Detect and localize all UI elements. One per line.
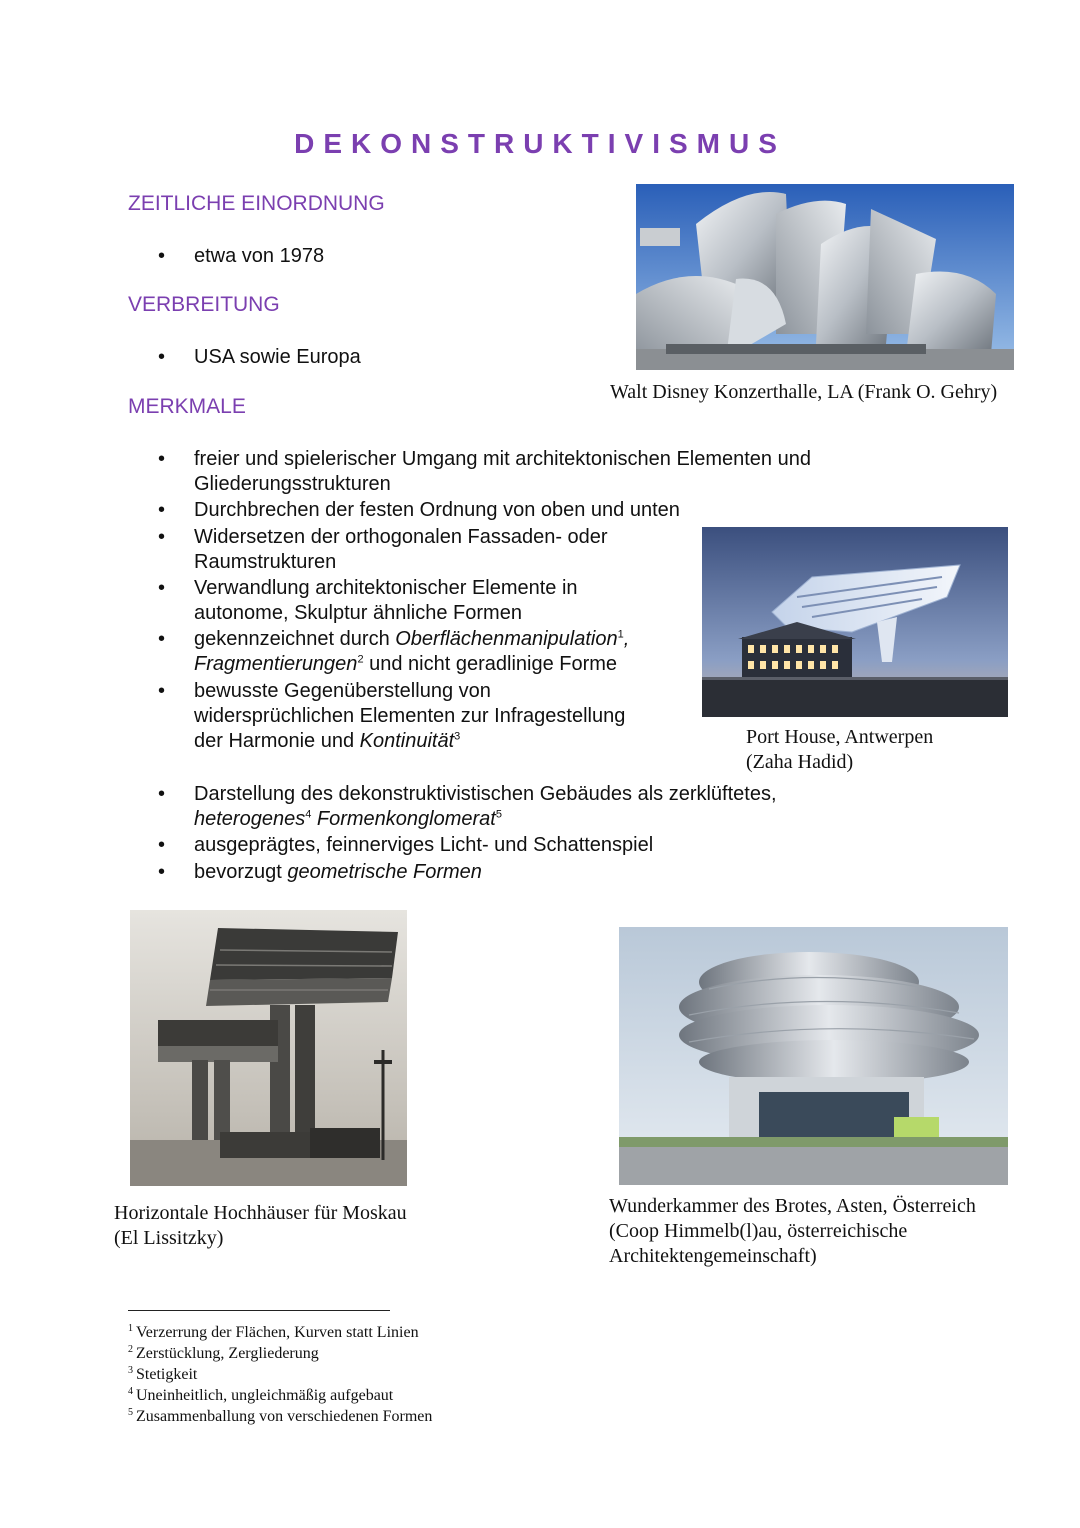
footnote-5 — [128, 1406, 432, 1427]
port-house-photo — [702, 527, 1008, 717]
footnote-ref-4: 4 — [305, 808, 312, 821]
footnote-number: 2 — [128, 1343, 133, 1355]
merkmal-6-line-3 — [194, 729, 460, 754]
merkmal-3-line-1: Widersetzen der orthogonalen Fassaden- oder — [194, 526, 608, 548]
bullet-marker: • — [158, 526, 166, 548]
caption-wunderkammer-line-1: Wunderkammer des Brotes, Asten, Österreich — [609, 1195, 976, 1217]
footnote-ref-1: 1 — [617, 628, 624, 641]
caption-port-house-line-1: Port House, Antwerpen — [746, 726, 934, 748]
footnote-number: 1 — [128, 1322, 133, 1334]
bullet-marker: • — [158, 834, 166, 856]
list-item: etwa von 1978 — [194, 245, 325, 267]
footnote-text: Stetigkeit — [136, 1366, 198, 1383]
footnote-1 — [128, 1322, 419, 1343]
footnote-2 — [128, 1343, 319, 1364]
merkmal-7-em-2: Formenkonglomerat — [311, 808, 496, 830]
heading-zeitliche-einordnung: ZEITLICHE EINORDNUNG — [128, 192, 385, 215]
footnote-3 — [128, 1364, 197, 1385]
footnote-number: 4 — [128, 1385, 133, 1397]
merkmal-1-line-1: freier und spielerischer Umgang mit architektonischen Elementen und — [194, 448, 811, 470]
footnote-separator — [128, 1310, 390, 1311]
bullet-marker: • — [158, 499, 166, 521]
horizontal-skyscraper-photo — [130, 910, 407, 1186]
footnote-text: Uneinheitlich, ungleichmäßig aufgebaut — [136, 1387, 394, 1404]
footnote-4 — [128, 1385, 393, 1406]
merkmal-3-line-2: Raumstrukturen — [194, 551, 337, 573]
caption-lissitzky-line-2: (El Lissitzky) — [114, 1227, 224, 1249]
bullet-marker: • — [158, 680, 166, 702]
bullet-marker: • — [158, 628, 166, 650]
wunderkammer-photo — [619, 927, 1008, 1185]
walt-disney-concert-hall-photo — [636, 184, 1014, 370]
bullet-marker: • — [158, 783, 166, 805]
merkmal-5b-text: und nicht geradlinige Forme — [363, 653, 618, 675]
merkmal-2: Durchbrechen der festen Ordnung von oben und unten — [194, 499, 680, 521]
merkmal-5-line-1 — [194, 627, 629, 652]
caption-wunderkammer-line-3: Architektengemeinschaft) — [609, 1245, 817, 1267]
merkmal-5-em: Oberflächenmanipulation — [395, 628, 618, 650]
merkmal-7-line-1: Darstellung des dekonstruktivistischen Gebäudes als zerklüftetes, — [194, 783, 777, 805]
merkmal-4-line-2: autonome, Skulptur ähnliche Formen — [194, 602, 522, 624]
merkmal-7-line-2 — [194, 807, 502, 832]
footnote-text: Verzerrung der Flächen, Kurven statt Linien — [136, 1324, 419, 1341]
bullet-marker: • — [158, 346, 166, 368]
bullet-marker: • — [158, 245, 166, 267]
footnote-ref-2: 2 — [357, 653, 364, 666]
merkmal-5-comma: , — [623, 628, 630, 650]
merkmal-7-em-1: heterogenes — [194, 808, 306, 830]
merkmal-4-line-1: Verwandlung architektonischer Elemente in — [194, 577, 578, 599]
merkmal-9-text: bevorzugt — [194, 861, 288, 883]
merkmal-9-em: geometrische Formen — [287, 861, 482, 883]
footnote-ref-3: 3 — [454, 730, 461, 743]
merkmal-5-line-2 — [194, 652, 617, 677]
footnote-number: 5 — [128, 1406, 133, 1418]
merkmal-6-line-1: bewusste Gegenüberstellung von — [194, 680, 491, 702]
footnote-ref-5: 5 — [495, 808, 502, 821]
caption-wunderkammer-line-2: (Coop Himmelb(l)au, österreichische — [609, 1220, 908, 1242]
merkmal-6c-em: Kontinuität — [359, 730, 455, 752]
bullet-marker: • — [158, 577, 166, 599]
list-item: USA sowie Europa — [194, 346, 361, 368]
caption-lissitzky-line-1: Horizontale Hochhäuser für Moskau — [114, 1202, 407, 1224]
merkmal-8: ausgeprägtes, feinnerviges Licht- und Schattenspiel — [194, 834, 654, 856]
bullet-marker: • — [158, 448, 166, 470]
merkmal-1-line-2: Gliederungsstrukturen — [194, 473, 391, 495]
footnote-text: Zerstücklung, Zergliederung — [136, 1345, 319, 1362]
merkmal-9 — [194, 860, 482, 885]
bullet-marker: • — [158, 861, 166, 883]
page-title: DEKONSTRUKTIVISMUS — [294, 128, 786, 159]
footnote-number: 3 — [128, 1364, 133, 1376]
merkmal-6-line-2: widersprüchlichen Elementen zur Infragestellung — [194, 705, 626, 727]
caption-port-house-line-2: (Zaha Hadid) — [746, 751, 854, 773]
heading-merkmale: MERKMALE — [128, 395, 246, 418]
merkmal-6c-text: der Harmonie und — [194, 730, 360, 752]
merkmal-5-text: gekennzeichnet durch — [194, 628, 396, 650]
footnote-text: Zusammenballung von verschiedenen Formen — [136, 1408, 433, 1425]
caption-walt-disney: Walt Disney Konzerthalle, LA (Frank O. Gehry) — [610, 381, 998, 403]
merkmal-5b-em: Fragmentierungen — [194, 653, 358, 675]
heading-verbreitung: VERBREITUNG — [128, 293, 280, 316]
